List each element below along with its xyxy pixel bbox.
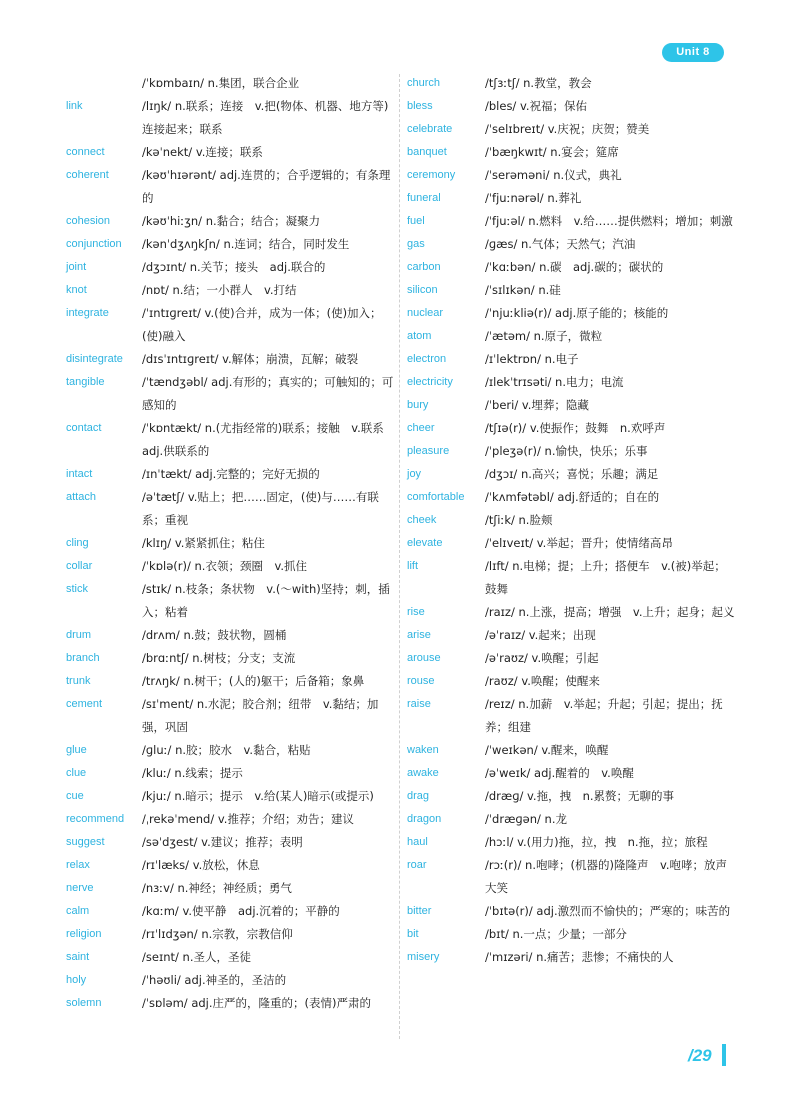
vocab-entry <box>407 808 737 831</box>
vocab-definition: /kənˈdʒʌŋkʃn/ n.连词；结合，同时发生 <box>142 237 350 251</box>
vocab-definition: /ˈselɪbreɪt/ v.庆祝；庆贺；赞美 <box>485 122 650 136</box>
vocab-definition: /kəʊˈhiːʒn/ n.黏合；结合；凝聚力 <box>142 214 321 228</box>
vocab-word: suggest <box>66 836 105 848</box>
vocab-word: lift <box>407 560 418 572</box>
vocab-word: rise <box>407 606 425 618</box>
vocab-definition: /kəˈnekt/ v.连接；联系 <box>142 145 263 159</box>
vocab-word: haul <box>407 836 428 848</box>
vocab-definition: /bles/ v.祝福；保佑 <box>485 99 588 113</box>
vocab-word: calm <box>66 905 90 917</box>
vocab-entry <box>66 647 398 670</box>
vocab-definition: /ˈtændʒəbl/ adj.有形的；真实的；可触知的；可感知的 <box>142 375 394 412</box>
vocab-entry <box>66 210 398 233</box>
vocab-definition: /lɪŋk/ n.联系；连接 v.把(物体、机器、地方等)连接起来；联系 <box>142 99 389 136</box>
vocab-entry <box>66 371 398 417</box>
vocab-definition: /hɔːl/ v.(用力)拖，拉，拽 n.拖，拉；旅程 <box>485 835 708 849</box>
vocab-definition: /ˈbɪtə(r)/ adj.激烈而不愉快的；严寒的；味苦的 <box>485 904 731 918</box>
vocab-definition: /kjuː/ n.暗示；提示 v.给(某人)暗示(或提示) <box>142 789 374 803</box>
vocab-definition: /rɪˈlæks/ v.放松，休息 <box>142 858 260 872</box>
vocab-word: solemn <box>66 997 102 1009</box>
vocab-definition: /rɔː(r)/ n.咆哮；(机器的)隆隆声 v.咆哮；放声大笑 <box>485 858 728 895</box>
vocab-entry <box>407 118 737 141</box>
vocab-word: integrate <box>66 307 109 319</box>
vocab-word: banquet <box>407 146 447 158</box>
vocab-definition: /dʒɔɪ/ n.高兴；喜悦；乐趣；满足 <box>485 467 659 481</box>
vocab-entry <box>66 279 398 302</box>
vocab-entry <box>407 486 737 509</box>
vocab-word: electron <box>407 353 447 365</box>
vocab-definition: /nɒt/ n.结；一小群人 v.打结 <box>142 283 297 297</box>
vocab-definition: /raʊz/ v.唤醒；使醒来 <box>485 674 600 688</box>
vocab-word: religion <box>66 928 102 940</box>
vocab-word: intact <box>66 468 93 480</box>
vocab-entry <box>66 624 398 647</box>
vocab-definition: /ˈmɪzəri/ n.痛苦；悲惨；不痛快的人 <box>485 950 674 964</box>
vocab-definition: /ɪnˈtækt/ adj.完整的；完好无损的 <box>142 467 320 481</box>
vocab-entry <box>66 923 398 946</box>
vocab-word: church <box>407 77 441 89</box>
vocab-entry <box>407 923 737 946</box>
vocab-word: glue <box>66 744 87 756</box>
vocab-word: tangible <box>66 376 105 388</box>
vocab-entry <box>407 256 737 279</box>
vocab-definition: /əˈtætʃ/ v.贴上；把……固定，(使)与……有联系；重视 <box>142 490 379 527</box>
vocab-entry <box>66 670 398 693</box>
vocab-definition: /ˈhəʊli/ adj.神圣的，圣洁的 <box>142 973 287 987</box>
vocab-entry <box>407 279 737 302</box>
vocab-entry <box>407 371 737 394</box>
vocab-definition: /ɪˈlektrɒn/ n.电子 <box>485 352 579 366</box>
vocab-entry <box>66 256 398 279</box>
vocab-definition: /dɪsˈɪntɪɡreɪt/ v.解体；崩溃，瓦解；破裂 <box>142 352 359 366</box>
vocab-word: coherent <box>66 169 109 181</box>
vocab-entry <box>407 946 737 969</box>
vocab-entry <box>66 302 398 348</box>
vocab-word: conjunction <box>66 238 122 250</box>
column-divider <box>399 74 400 1039</box>
vocab-entry <box>407 187 737 210</box>
vocab-definition: /ˈweɪkən/ v.醒来，唤醒 <box>485 743 609 757</box>
vocab-entry <box>66 877 398 900</box>
vocab-entry <box>407 762 737 785</box>
vocab-entry <box>407 854 737 900</box>
vocab-entry <box>66 900 398 923</box>
page-number: /29 <box>688 1046 712 1065</box>
vocab-entry <box>407 463 737 486</box>
vocab-word: silicon <box>407 284 438 296</box>
vocab-definition: /ˈnjuːkliə(r)/ adj.原子能的；核能的 <box>485 306 669 320</box>
vocab-definition: /ɪlekˈtrɪsəti/ n.电力；电流 <box>485 375 624 389</box>
vocab-definition: /ˈfjuːnərəl/ n.葬礼 <box>485 191 582 205</box>
page-number-bar <box>722 1044 726 1066</box>
vocab-definition: /tʃiːk/ n.脸颊 <box>485 513 553 527</box>
vocab-entry <box>407 394 737 417</box>
vocab-entry <box>407 831 737 854</box>
vocab-word: raise <box>407 698 431 710</box>
vocab-word: joy <box>407 468 422 480</box>
vocab-definition: /ˈɪntɪɡreɪt/ v.(使)合并，成为一体；(使)加入；(使)融入 <box>142 306 382 343</box>
vocab-word: stick <box>66 583 88 595</box>
vocab-entry <box>407 141 737 164</box>
vocab-word: misery <box>407 951 440 963</box>
vocab-word: drum <box>66 629 92 641</box>
vocab-word: waken <box>407 744 439 756</box>
vocab-word: celebrate <box>407 123 453 135</box>
vocab-definition: /ˈætəm/ n.原子，微粒 <box>485 329 603 343</box>
vocab-entry <box>66 463 398 486</box>
vocab-word: cement <box>66 698 103 710</box>
vocab-definition: /ˌrekəˈmend/ v.推荐；介绍；劝告；建议 <box>142 812 354 826</box>
vocab-entry <box>407 210 737 233</box>
vocab-word: dragon <box>407 813 442 825</box>
vocab-entry <box>66 739 398 762</box>
vocab-entry <box>66 808 398 831</box>
vocab-word: cohesion <box>66 215 111 227</box>
vocab-word: trunk <box>66 675 91 687</box>
vocab-definition: /ˈpleʒə(r)/ n.愉快，快乐；乐事 <box>485 444 648 458</box>
vocab-definition: /nɜːv/ n.神经；神经质；勇气 <box>142 881 292 895</box>
vocab-entry <box>407 348 737 371</box>
vocab-entry <box>407 509 737 532</box>
vocab-definition: /ˈkɑːbən/ n.碳 adj.碳的；碳状的 <box>485 260 664 274</box>
vocab-word: cheek <box>407 514 437 526</box>
vocab-entry <box>66 578 398 624</box>
vocab-definition: /lɪft/ n.电梯；提；上升；搭便车 v.(被)举起；鼓舞 <box>485 559 726 596</box>
vocab-word: branch <box>66 652 100 664</box>
vocab-definition: /tʃɜːtʃ/ n.教堂，教会 <box>485 76 592 90</box>
vocab-word: electricity <box>407 376 453 388</box>
vocab-entry <box>407 164 737 187</box>
vocab-word: gas <box>407 238 425 250</box>
vocab-word: atom <box>407 330 432 342</box>
vocab-word: bit <box>407 928 419 940</box>
vocab-word: carbon <box>407 261 441 273</box>
vocab-entry <box>66 969 398 992</box>
vocab-definition: /kluː/ n.线索；提示 <box>142 766 243 780</box>
vocab-entry <box>407 440 737 463</box>
vocab-word: bury <box>407 399 429 411</box>
vocab-definition: /rɪˈlɪdʒən/ n.宗教，宗教信仰 <box>142 927 293 941</box>
vocab-definition: /dʒɔɪnt/ n.关节；接头 adj.联合的 <box>142 260 326 274</box>
vocab-word: joint <box>66 261 87 273</box>
vocab-entry <box>407 95 737 118</box>
vocab-definition: /ˈkɒmbaɪn/ n.集团，联合企业 <box>142 76 300 90</box>
vocab-word: collar <box>66 560 93 572</box>
vocab-entry <box>407 532 737 555</box>
vocab-entry <box>66 72 398 95</box>
vocab-definition: /raɪz/ n.上涨，提高；增强 v.上升；起身；起义 <box>485 605 735 619</box>
vocab-definition: /ˈsɪlɪkən/ n.硅 <box>485 283 561 297</box>
vocab-entry <box>66 348 398 371</box>
vocab-definition: /sɪˈment/ n.水泥；胶合剂；纽带 v.黏结；加强，巩固 <box>142 697 379 734</box>
vocab-entry <box>66 831 398 854</box>
vocab-definition: /ˈkɒntækt/ n.(尤指经常的)联系；接触 v.联系 adj.供联系的 <box>142 421 396 458</box>
vocab-definition: /ˈberi/ v.埋葬；隐藏 <box>485 398 589 412</box>
vocab-entry <box>66 233 398 256</box>
vocab-definition: /ˈserəməni/ n.仪式，典礼 <box>485 168 622 182</box>
vocab-definition: /seɪnt/ n.圣人，圣徒 <box>142 950 251 964</box>
vocab-entry <box>66 141 398 164</box>
vocab-entry <box>407 900 737 923</box>
vocab-word: contact <box>66 422 102 434</box>
vocab-entry <box>407 72 737 95</box>
vocab-word: roar <box>407 859 427 871</box>
vocab-word: bless <box>407 100 433 112</box>
vocab-word: nerve <box>66 882 94 894</box>
vocab-word: clue <box>66 767 87 779</box>
vocab-word: drag <box>407 790 430 802</box>
vocab-entry <box>407 739 737 762</box>
right-vocab-column <box>407 72 737 969</box>
vocab-entry <box>407 693 737 739</box>
vocab-entry <box>407 302 737 325</box>
vocab-entry <box>66 555 398 578</box>
vocab-definition: /reɪz/ n.加薪 v.举起；升起；引起；提出；抚养；组建 <box>485 697 723 734</box>
vocab-definition: /kəʊˈhɪərənt/ adj.连贯的；合乎逻辑的；有条理的 <box>142 168 391 205</box>
vocab-entry <box>407 785 737 808</box>
vocab-word: cling <box>66 537 89 549</box>
unit-badge: Unit 8 <box>662 43 724 62</box>
vocab-word: relax <box>66 859 90 871</box>
vocab-word: comfortable <box>407 491 465 503</box>
vocab-entry <box>66 95 398 141</box>
vocab-entry <box>407 233 737 256</box>
left-vocab-column <box>66 72 398 1015</box>
vocab-word: funeral <box>407 192 441 204</box>
vocab-word: bitter <box>407 905 432 917</box>
vocab-definition: /əˈraʊz/ v.唤醒；引起 <box>485 651 599 665</box>
vocab-word: fuel <box>407 215 425 227</box>
vocab-word: link <box>66 100 83 112</box>
vocab-word: recommend <box>66 813 125 825</box>
vocab-entry <box>407 624 737 647</box>
vocab-word: knot <box>66 284 87 296</box>
vocab-definition: /ˈdræɡən/ n.龙 <box>485 812 567 826</box>
vocab-definition: /əˈweɪk/ adj.醒着的 v.唤醒 <box>485 766 634 780</box>
vocab-entry <box>66 762 398 785</box>
vocab-word: cue <box>66 790 84 802</box>
vocab-definition: /ˈfjuːəl/ n.燃料 v.给……提供燃料；增加；刺激 <box>485 214 733 228</box>
vocab-word: disintegrate <box>66 353 123 365</box>
vocab-entry <box>407 417 737 440</box>
vocab-word: saint <box>66 951 90 963</box>
vocab-definition: /stɪk/ n.枝条；条状物 v.(～with)坚持；刺，插入；粘着 <box>142 582 390 619</box>
vocab-definition: /ˈkɒlə(r)/ n.衣领；颈圈 v.抓住 <box>142 559 308 573</box>
vocab-definition: /ˈsɒləm/ adj.庄严的，隆重的；(表情)严肃的 <box>142 996 371 1010</box>
vocab-entry <box>66 785 398 808</box>
vocab-definition: /drʌm/ n.鼓；鼓状物，圆桶 <box>142 628 287 642</box>
vocab-word: holy <box>66 974 87 986</box>
vocab-definition: /ˈelɪveɪt/ v.举起；晋升；使情绪高昂 <box>485 536 673 550</box>
vocab-word: connect <box>66 146 105 158</box>
vocab-entry <box>66 417 398 463</box>
vocab-entry <box>407 670 737 693</box>
vocab-definition: /brɑːntʃ/ n.树枝；分支；支流 <box>142 651 296 665</box>
vocab-definition: /ˈkʌmfətəbl/ adj.舒适的；自在的 <box>485 490 660 504</box>
vocab-entry <box>66 532 398 555</box>
vocab-word: rouse <box>407 675 435 687</box>
vocab-entry <box>66 946 398 969</box>
vocab-entry <box>66 164 398 210</box>
vocab-definition: /trʌŋk/ n.树干；(人的)躯干；后备箱；象鼻 <box>142 674 365 688</box>
vocab-word: arise <box>407 629 431 641</box>
vocab-definition: /ˈbæŋkwɪt/ n.宴会；筵席 <box>485 145 619 159</box>
vocab-word: attach <box>66 491 96 503</box>
vocab-definition: /bɪt/ n.一点；少量；一部分 <box>485 927 627 941</box>
vocab-word: cheer <box>407 422 435 434</box>
vocab-entry <box>407 601 737 624</box>
vocab-definition: /dræɡ/ v.拖，拽 n.累赘；无聊的事 <box>485 789 675 803</box>
vocab-definition: /klɪŋ/ v.紧紧抓住；粘住 <box>142 536 265 550</box>
vocab-word: elevate <box>407 537 443 549</box>
vocab-entry <box>66 486 398 532</box>
vocab-word: pleasure <box>407 445 450 457</box>
vocab-entry <box>66 693 398 739</box>
vocab-word: awake <box>407 767 439 779</box>
vocab-entry <box>66 992 398 1015</box>
vocab-word: arouse <box>407 652 441 664</box>
vocab-entry <box>407 325 737 348</box>
vocab-entry <box>66 854 398 877</box>
vocab-definition: /tʃɪə(r)/ v.使振作；鼓舞 n.欢呼声 <box>485 421 666 435</box>
vocab-definition: /kɑːm/ v.使平静 adj.沉着的；平静的 <box>142 904 340 918</box>
vocab-definition: /səˈdʒest/ v.建议；推荐；表明 <box>142 835 303 849</box>
vocab-entry <box>407 555 737 601</box>
vocab-definition: /ɡluː/ n.胶；胶水 v.黏合，粘贴 <box>142 743 311 757</box>
vocab-definition: /ɡæs/ n.气体；天然气；汽油 <box>485 237 636 251</box>
vocab-definition: /əˈraɪz/ v.起来；出现 <box>485 628 596 642</box>
vocab-word: ceremony <box>407 169 456 181</box>
vocab-entry <box>407 647 737 670</box>
vocab-word: nuclear <box>407 307 444 319</box>
